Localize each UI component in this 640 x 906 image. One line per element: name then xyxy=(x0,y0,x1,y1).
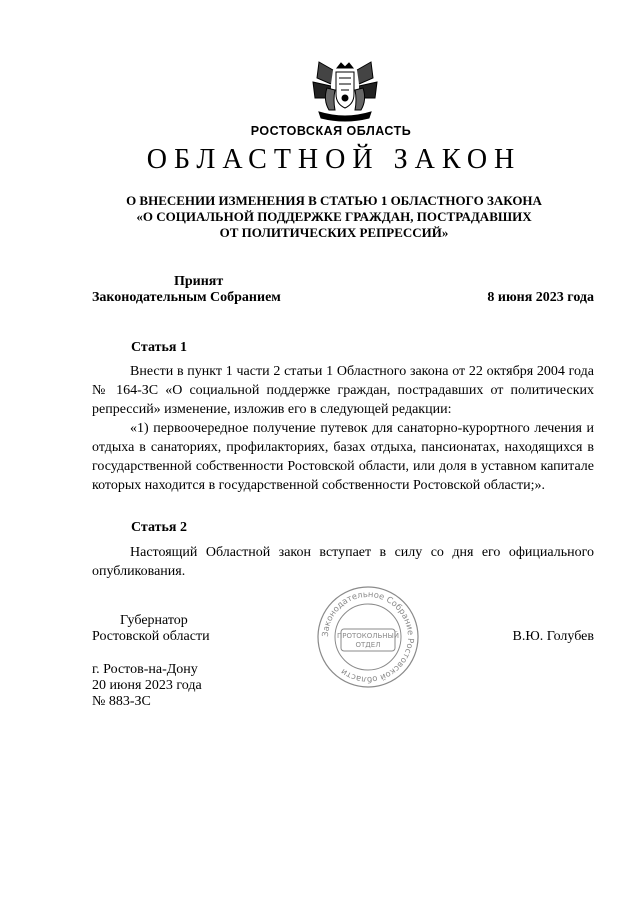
article-1-paragraph-1: Внести в пункт 1 части 2 статьи 1 Областного закона от 22 октября 2004 года № 164-ЗС «О социальной поддержке граждан, пострадавших от политических репрессий» изменение, изложив его в следующей редакции: xyxy=(92,364,594,417)
official-stamp xyxy=(316,585,420,689)
stamp-ring-path-text: Законодательное Собрание Ростовской области xyxy=(319,588,417,686)
region-name: РОСТОВСКАЯ ОБЛАСТЬ xyxy=(250,124,412,138)
stamp-center-line-1: ПРОТОКОЛЬНЫЙ xyxy=(336,632,400,640)
subtitle-line: «О СОЦИАЛЬНОЙ ПОДДЕРЖКЕ ГРАЖДАН, ПОСТРАДАВШИХ xyxy=(136,209,532,224)
issue-city: г. Ростов-на-Дону xyxy=(92,662,198,677)
issue-date: 20 июня 2023 года xyxy=(92,678,202,693)
adoption-date: 8 июня 2023 года xyxy=(487,290,594,305)
stamp-center-line-2: ОТДЕЛ xyxy=(355,641,381,649)
signatory-title: Губернатор xyxy=(120,613,188,628)
law-number: № 883-ЗС xyxy=(92,694,151,709)
adopted-label: Принят xyxy=(174,274,224,289)
law-subtitle xyxy=(0,193,640,241)
article-1-heading: Статья 1 xyxy=(131,340,187,355)
article-2-paragraph-1: Настоящий Областной закон вступает в силу со дня его официального опубликования. xyxy=(92,545,594,579)
signatory-name: В.Ю. Голубев xyxy=(512,629,594,644)
subtitle-line: О ВНЕСЕНИИ ИЗМЕНЕНИЯ В СТАТЬЮ 1 ОБЛАСТНОГО ЗАКОНА xyxy=(126,193,542,208)
signatory-region: Ростовской области xyxy=(92,629,210,644)
document-footer xyxy=(92,662,202,710)
subtitle-line: ОТ ПОЛИТИЧЕСКИХ РЕПРЕССИЙ» xyxy=(219,225,449,240)
article-2-heading: Статья 2 xyxy=(131,520,187,535)
coat-of-arms-emblem xyxy=(305,60,385,122)
adopted-by: Законодательным Собранием xyxy=(92,290,281,305)
article-1-paragraph-2: «1) первоочередное получение путевок для санаторно-курортного лечения и отдыха в санаториях, профилакториях, базах отдыха, пансионатах, находящихся в государственной собственности Ростовской области, или доля в уставном капитале которых находится в государственной собственности Ростовской области;». xyxy=(92,421,594,493)
document-title: ОБЛАСТНОЙ ЗАКОН xyxy=(146,144,522,175)
